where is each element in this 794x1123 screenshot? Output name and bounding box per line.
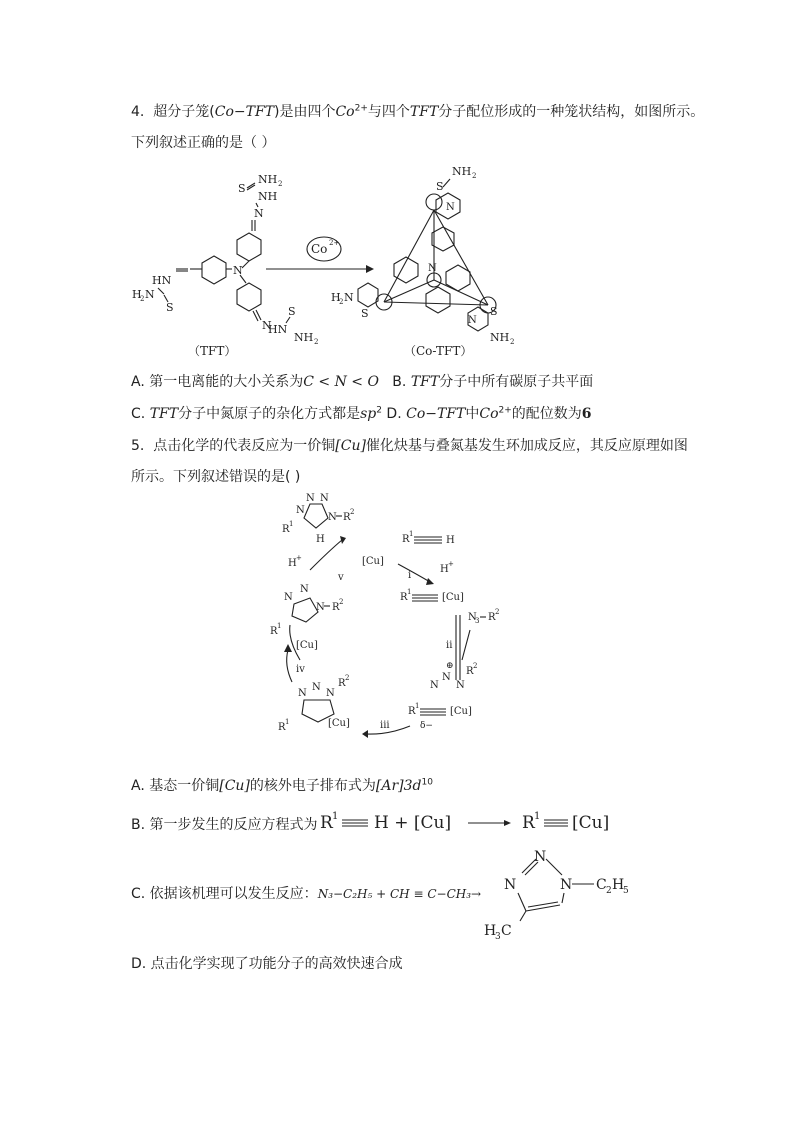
svg-text:H + [Cu]: H + [Cu] [374, 813, 452, 833]
q5-stem-line1: 5. 点击化学的代表反应为一价铜[Cu]催化炔基与叠氮基发生环加成反应，其反应原理如图 [131, 438, 688, 454]
svg-text:R: R [488, 612, 496, 623]
svg-text:HN: HN [268, 323, 288, 336]
svg-text:N: N [468, 315, 477, 326]
svg-text:1: 1 [277, 622, 282, 630]
svg-text:R: R [466, 666, 474, 677]
svg-text:N: N [145, 288, 155, 301]
svg-text:NH: NH [258, 173, 278, 186]
svg-text:2: 2 [350, 508, 355, 516]
svg-text:N: N [442, 672, 451, 683]
svg-text:H: H [446, 535, 455, 546]
q4-option-d: D. Co−TFT中$Co^{2+}$的配位数为6 [386, 405, 592, 422]
svg-text:C: C [596, 877, 607, 893]
svg-text:5: 5 [623, 886, 629, 896]
q4-number: 4. [131, 104, 145, 120]
q5-option-d: D. 点击化学实现了功能分子的高效快速合成 [131, 956, 403, 972]
svg-text:N: N [262, 319, 272, 332]
svg-text:N: N [306, 493, 315, 504]
svg-text:[Cu]: [Cu] [362, 556, 384, 567]
svg-text:N: N [254, 207, 264, 220]
svg-text:1: 1 [285, 718, 290, 726]
svg-text:2+: 2+ [329, 239, 340, 247]
svg-text:N: N [298, 688, 307, 699]
q4-stem-line1: 4. 超分子笼(Co−TFT)是由四个$Co^{2+}$与四个TFT分子配位形成的一种笼状结构，如图所示。 [131, 103, 705, 120]
svg-text:S: S [361, 307, 369, 320]
svg-text:2: 2 [606, 886, 612, 896]
svg-text:N: N [296, 505, 305, 516]
svg-text:v: v [338, 572, 344, 583]
svg-text:N: N [446, 202, 455, 213]
svg-text:R: R [282, 524, 290, 535]
svg-text:3: 3 [475, 617, 480, 625]
svg-text:1: 1 [415, 702, 420, 710]
svg-text:N: N [468, 612, 477, 623]
svg-text:S: S [436, 180, 444, 193]
svg-text:⊕: ⊕ [446, 661, 454, 671]
svg-text:H: H [440, 564, 449, 575]
svg-text:R: R [338, 678, 346, 689]
svg-text:N: N [504, 877, 517, 893]
svg-text:iv: iv [296, 664, 305, 675]
svg-text:2: 2 [473, 662, 478, 670]
svg-text:S: S [238, 182, 246, 195]
svg-text:1: 1 [332, 811, 339, 822]
svg-text:S: S [166, 301, 174, 314]
svg-text:+: + [296, 554, 302, 562]
q5-stem-line2: 所示。下列叙述错误的是( ) [131, 469, 301, 485]
svg-text:H: H [316, 534, 325, 545]
svg-text:N: N [320, 493, 329, 504]
q5-number: 5. [131, 438, 145, 454]
svg-text:N: N [326, 688, 335, 699]
svg-text:N: N [328, 512, 337, 523]
svg-text:[Cu]: [Cu] [296, 640, 318, 651]
svg-text:1: 1 [289, 520, 294, 528]
q4-option-b: B. TFT分子中所有碳原子共平面 [392, 374, 594, 390]
svg-text:NH: NH [452, 165, 472, 178]
svg-text:Co: Co [311, 242, 328, 256]
q5-option-a: A. 基态一价铜[Cu]的核外电子排布式为$[Ar]3d^{10}$ [131, 777, 433, 794]
svg-text:H: H [288, 558, 297, 569]
svg-text:[Cu]: [Cu] [572, 813, 610, 833]
svg-text:δ−: δ− [420, 721, 433, 731]
svg-text:iii: iii [380, 720, 390, 731]
svg-text:N: N [430, 680, 439, 691]
svg-text:[Cu]: [Cu] [328, 718, 350, 729]
svg-text:N: N [428, 263, 437, 274]
svg-text:i: i [408, 570, 412, 581]
svg-text:2: 2 [495, 608, 500, 616]
q4-option-ab [131, 372, 593, 392]
svg-text:N: N [233, 264, 243, 277]
svg-text:2: 2 [472, 172, 477, 180]
svg-text:N: N [312, 682, 321, 693]
svg-text:N: N [560, 877, 573, 893]
q5-option-b-equation [318, 808, 628, 840]
q4-option-a: A. 第一电离能的大小关系为C < N < O [131, 374, 379, 390]
svg-text:+: + [448, 560, 454, 568]
svg-text:H: H [132, 288, 142, 301]
svg-text:[Cu]: [Cu] [442, 592, 464, 603]
svg-text:2: 2 [140, 295, 145, 303]
svg-text:H: H [484, 923, 497, 939]
svg-text:2: 2 [345, 674, 350, 682]
svg-text:R: R [270, 626, 278, 637]
q5-option-b: B. 第一步发生的反应方程式为 [131, 817, 318, 833]
svg-text:S: S [288, 305, 296, 318]
q4-option-cd [131, 404, 592, 424]
svg-text:N: N [534, 849, 547, 865]
q5-catalytic-cycle [270, 490, 530, 750]
svg-text:R: R [400, 592, 408, 603]
svg-text:HN: HN [152, 274, 172, 287]
svg-text:NH: NH [258, 190, 278, 203]
q5-option-c-product [480, 843, 640, 942]
svg-text:3: 3 [495, 932, 501, 942]
svg-text:R: R [320, 813, 333, 833]
svg-text:N: N [316, 602, 325, 613]
svg-text:C: C [501, 923, 512, 939]
svg-text:ii: ii [446, 640, 453, 651]
svg-text:N: N [344, 291, 354, 304]
svg-text:2: 2 [278, 180, 283, 188]
svg-text:H: H [331, 291, 341, 304]
svg-text:NH: NH [294, 331, 314, 344]
svg-text:1: 1 [407, 588, 412, 596]
svg-text:R: R [343, 512, 351, 523]
svg-text:[Cu]: [Cu] [450, 706, 472, 717]
svg-text:2: 2 [339, 298, 344, 306]
svg-text:R: R [408, 706, 416, 717]
svg-text:2: 2 [510, 338, 515, 346]
q5-option-c: C. 依据该机理可以发生反应：N₃−C₂H₅ + CH ≡ C−CH₃→ [131, 886, 482, 902]
svg-text:1: 1 [409, 530, 414, 538]
q4-stem-line2: 下列叙述正确的是（ ） [131, 135, 276, 151]
q4-caption-cotft: （Co-TFT） [404, 344, 473, 358]
svg-text:R: R [332, 602, 340, 613]
svg-text:N: N [300, 584, 309, 595]
svg-text:NH: NH [490, 331, 510, 344]
svg-text:R: R [402, 534, 410, 545]
q4-option-c: C. TFT分子中氮原子的杂化方式都是$sp^2$ [131, 405, 382, 422]
svg-text:R: R [278, 722, 286, 733]
svg-text:2: 2 [314, 338, 319, 346]
svg-text:1: 1 [534, 811, 541, 822]
svg-text:N: N [456, 680, 465, 691]
q4-caption-tft: （TFT） [188, 344, 237, 358]
svg-text:R: R [522, 813, 535, 833]
q4-figure [128, 165, 548, 370]
svg-text:2: 2 [339, 598, 344, 606]
svg-text:N: N [284, 592, 293, 603]
svg-text:S: S [490, 305, 498, 318]
svg-text:H: H [612, 877, 625, 893]
